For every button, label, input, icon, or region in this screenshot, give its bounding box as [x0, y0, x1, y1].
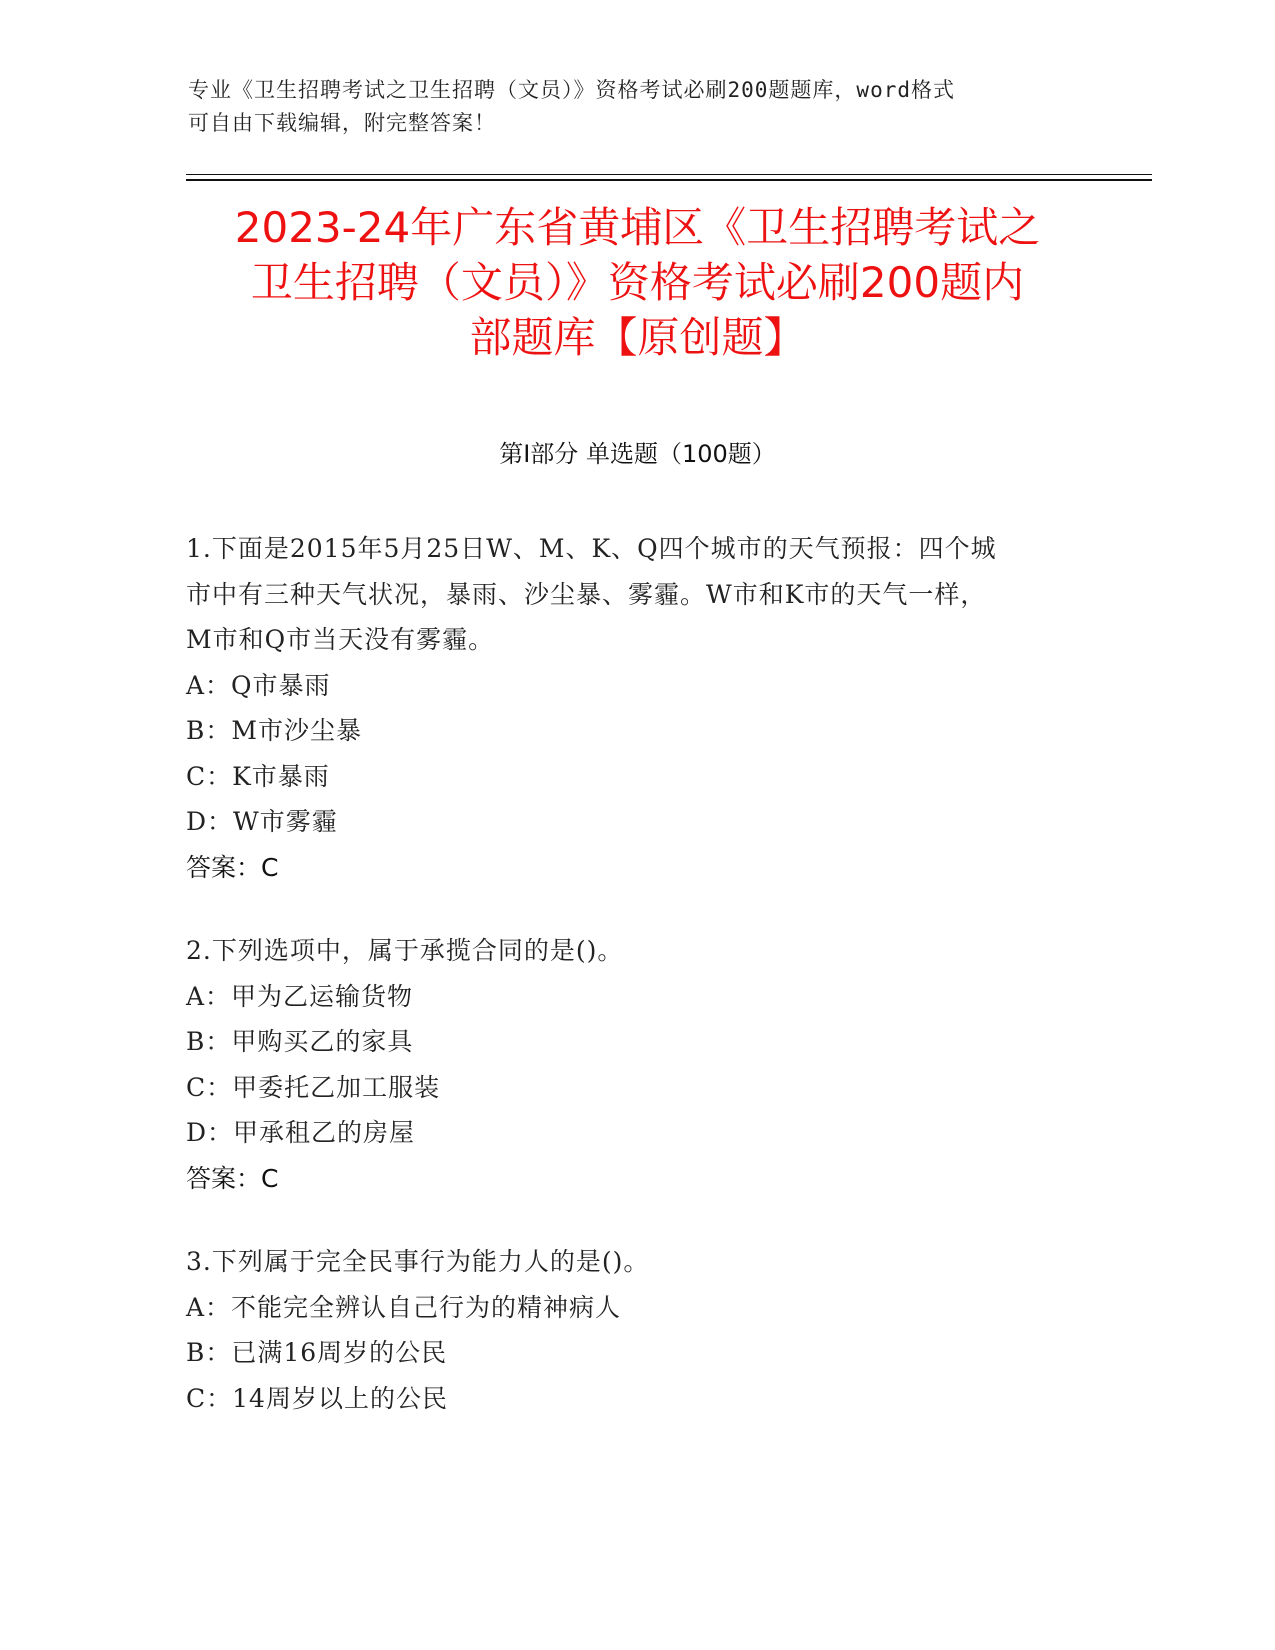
- header-divider-thin: [186, 174, 1152, 175]
- question-stem-line: 2.下列选项中，属于承揽合同的是()。: [186, 936, 624, 965]
- option-b: B：已满16周岁的公民: [186, 1338, 448, 1367]
- question-stem-line: 市中有三种天气状况，暴雨、沙尘暴、雾霾。W市和K市的天气一样，: [186, 579, 987, 609]
- question-2: [186, 928, 1086, 1201]
- header-note: [188, 74, 1068, 140]
- option-a: A：甲为乙运输货物: [186, 981, 414, 1011]
- question-3: [186, 1239, 1086, 1421]
- option-a: A：不能完全辨认自己行为的精神病人: [186, 1292, 622, 1322]
- title-line: 2023-24年广东省黄埔区《卫生招聘考试之: [234, 203, 1041, 252]
- section-heading: 第Ⅰ部分 单选题（100题）: [499, 440, 776, 468]
- question-list: [186, 526, 1086, 1459]
- answer: 答案：C: [186, 852, 279, 882]
- question-1: [186, 526, 1086, 890]
- option-d: D：W市雾霾: [186, 807, 338, 836]
- option-c: C：14周岁以上的公民: [186, 1383, 448, 1413]
- title-line: 卫生招聘（文员）》资格考试必刷200题内: [250, 258, 1025, 307]
- option-b: B：M市沙尘暴: [186, 716, 362, 745]
- question-stem-line: M市和Q市当天没有雾霾。: [186, 625, 495, 654]
- option-c: C：K市暴雨: [186, 761, 330, 791]
- answer: 答案：C: [186, 1163, 279, 1193]
- document-title: [160, 200, 1115, 365]
- title-line: 部题库【原创题】: [469, 313, 806, 362]
- option-c: C：甲委托乙加工服装: [186, 1072, 441, 1102]
- question-stem-line: 1.下面是2015年5月25日W、M、K、Q四个城市的天气预报：四个城: [186, 534, 997, 563]
- header-note-line: 专业《卫生招聘考试之卫生招聘（文员）》资格考试必刷200题题库，word格式: [188, 78, 955, 102]
- header-divider-thick: [186, 179, 1152, 181]
- option-b: B：甲购买乙的家具: [186, 1027, 414, 1056]
- option-a: A：Q市暴雨: [186, 670, 331, 700]
- question-stem-line: 3.下列属于完全民事行为能力人的是()。: [186, 1247, 650, 1276]
- option-d: D：甲承租乙的房屋: [186, 1118, 416, 1147]
- header-note-line: 可自由下载编辑，附完整答案！: [188, 111, 496, 135]
